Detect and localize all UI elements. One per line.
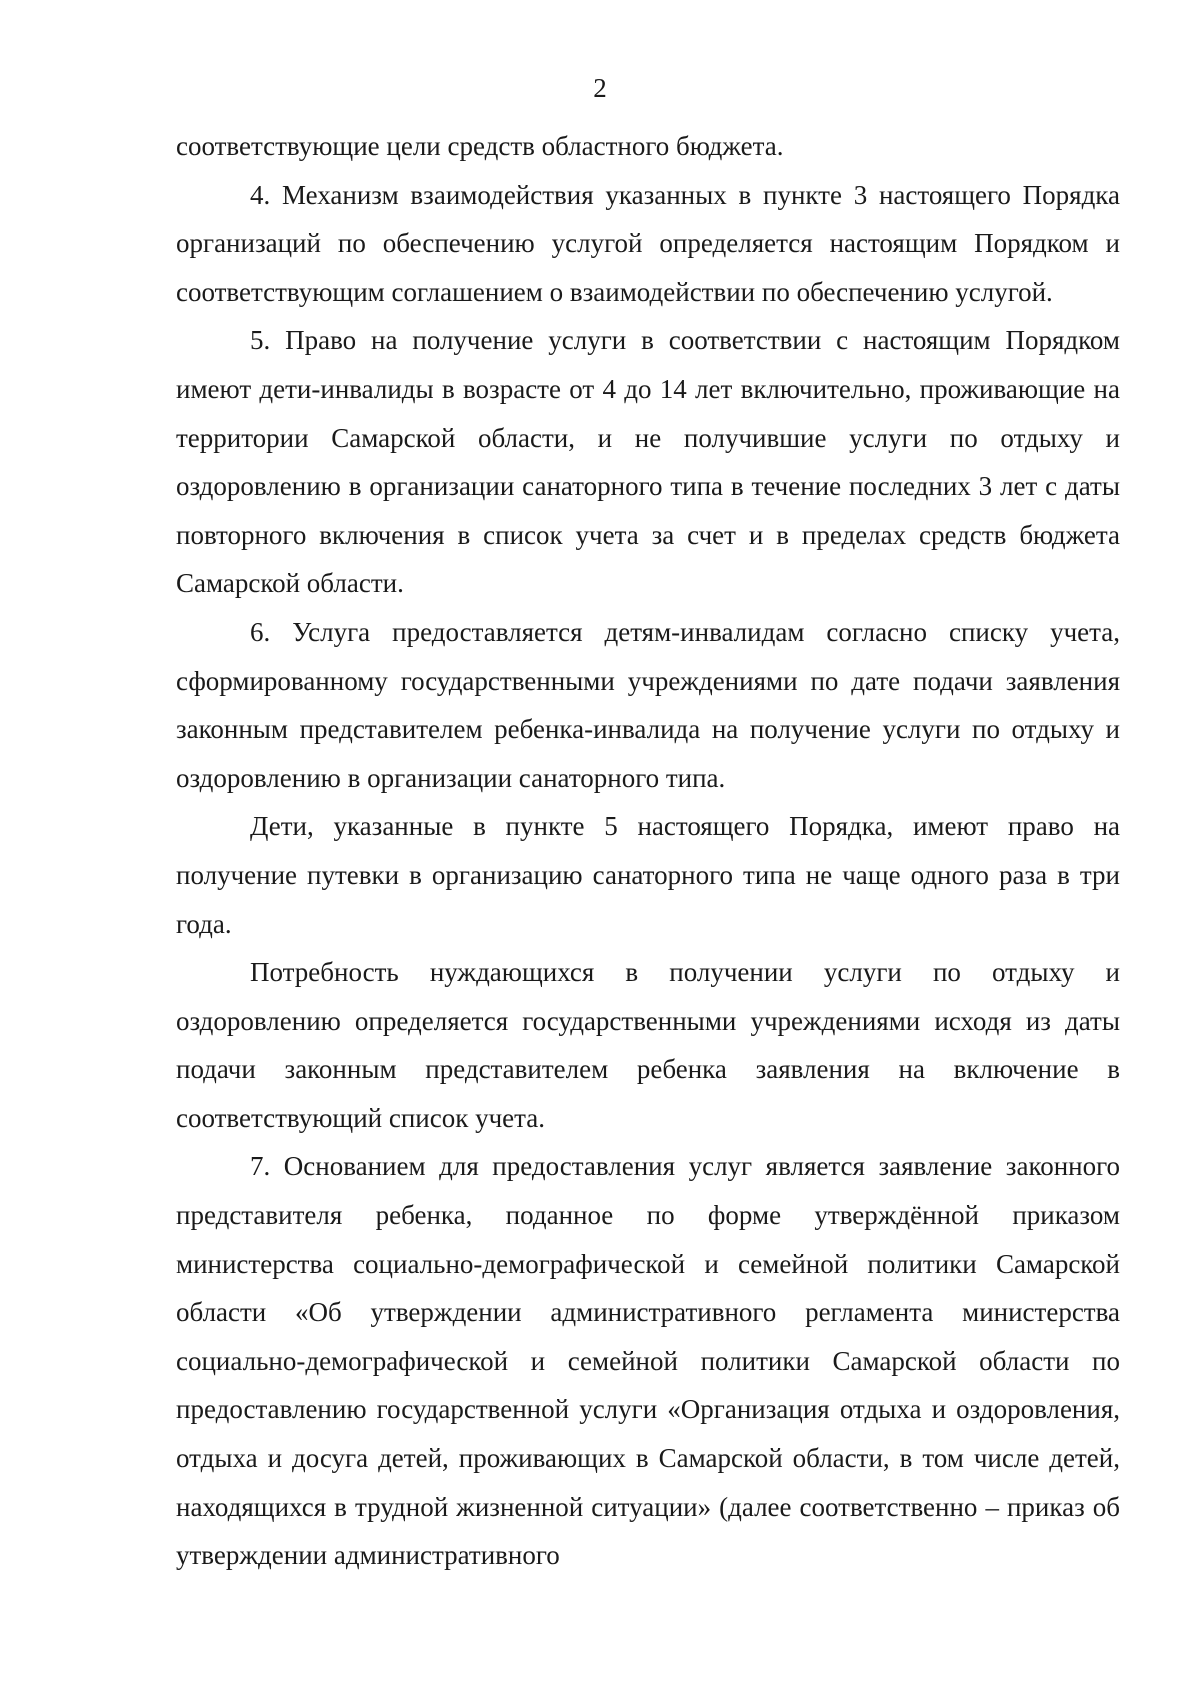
paragraph-item-7: 7. Основанием для предоставления услуг является заявление законного представителя ребенка, поданное по форме утверждённой приказом министерства социально-демографической и семейной политики Самарской области «Об утверждении административного регламента министерства социально-демографической и семейной политики Самарской области по предоставлению государственной услуги «Организация отдыха и оздоровления, отдыха и досуга детей, проживающих в Самарской области, в том числе детей, находящихся в трудной жизненной ситуации» (далее соответственно – приказ об утверждении административного	[176, 1151, 1120, 1571]
paragraph-item-5: 5. Право на получение услуги в соответствии с настоящим Порядком имеют дети-инвалиды в возрасте от 4 до 14 лет включительно, проживающие на территории Самарской области, и не получившие услуги по отдыху и оздоровлению в организации санаторного типа в течение последних 3 лет с даты повторного включения в список учета за счет и в пределах средств бюджета Самарской области.	[176, 325, 1120, 599]
document-body	[176, 122, 1120, 1580]
page-number: 2	[593, 73, 607, 103]
paragraph-item-6: 6. Услуга предоставляется детям-инвалидам согласно списку учета, сформированному государственными учреждениями по дате подачи заявления законным представителем ребенка-инвалида на получение услуги по отдыху и оздоровлению в организации санаторного типа.	[176, 616, 1120, 793]
paragraph-continuation: соответствующие цели средств областного бюджета.	[176, 131, 784, 161]
paragraph-item-6-children-right: Дети, указанные в пункте 5 настоящего Порядка, имеют право на получение путевки в организацию санаторного типа не чаще одного раза в три года.	[176, 811, 1120, 939]
paragraph-item-6-need: Потребность нуждающихся в получении услуги по отдыху и оздоровлению определяется государственными учреждениями исходя из даты подачи законным представителем ребенка заявления на включение в соответствующий список учета.	[176, 957, 1120, 1133]
paragraph-item-4: 4. Механизм взаимодействия указанных в пункте 3 настоящего Порядка организаций по обеспечению услугой определяется настоящим Порядком и соответствующим соглашением о взаимодействии по обеспечению услугой.	[176, 179, 1120, 307]
